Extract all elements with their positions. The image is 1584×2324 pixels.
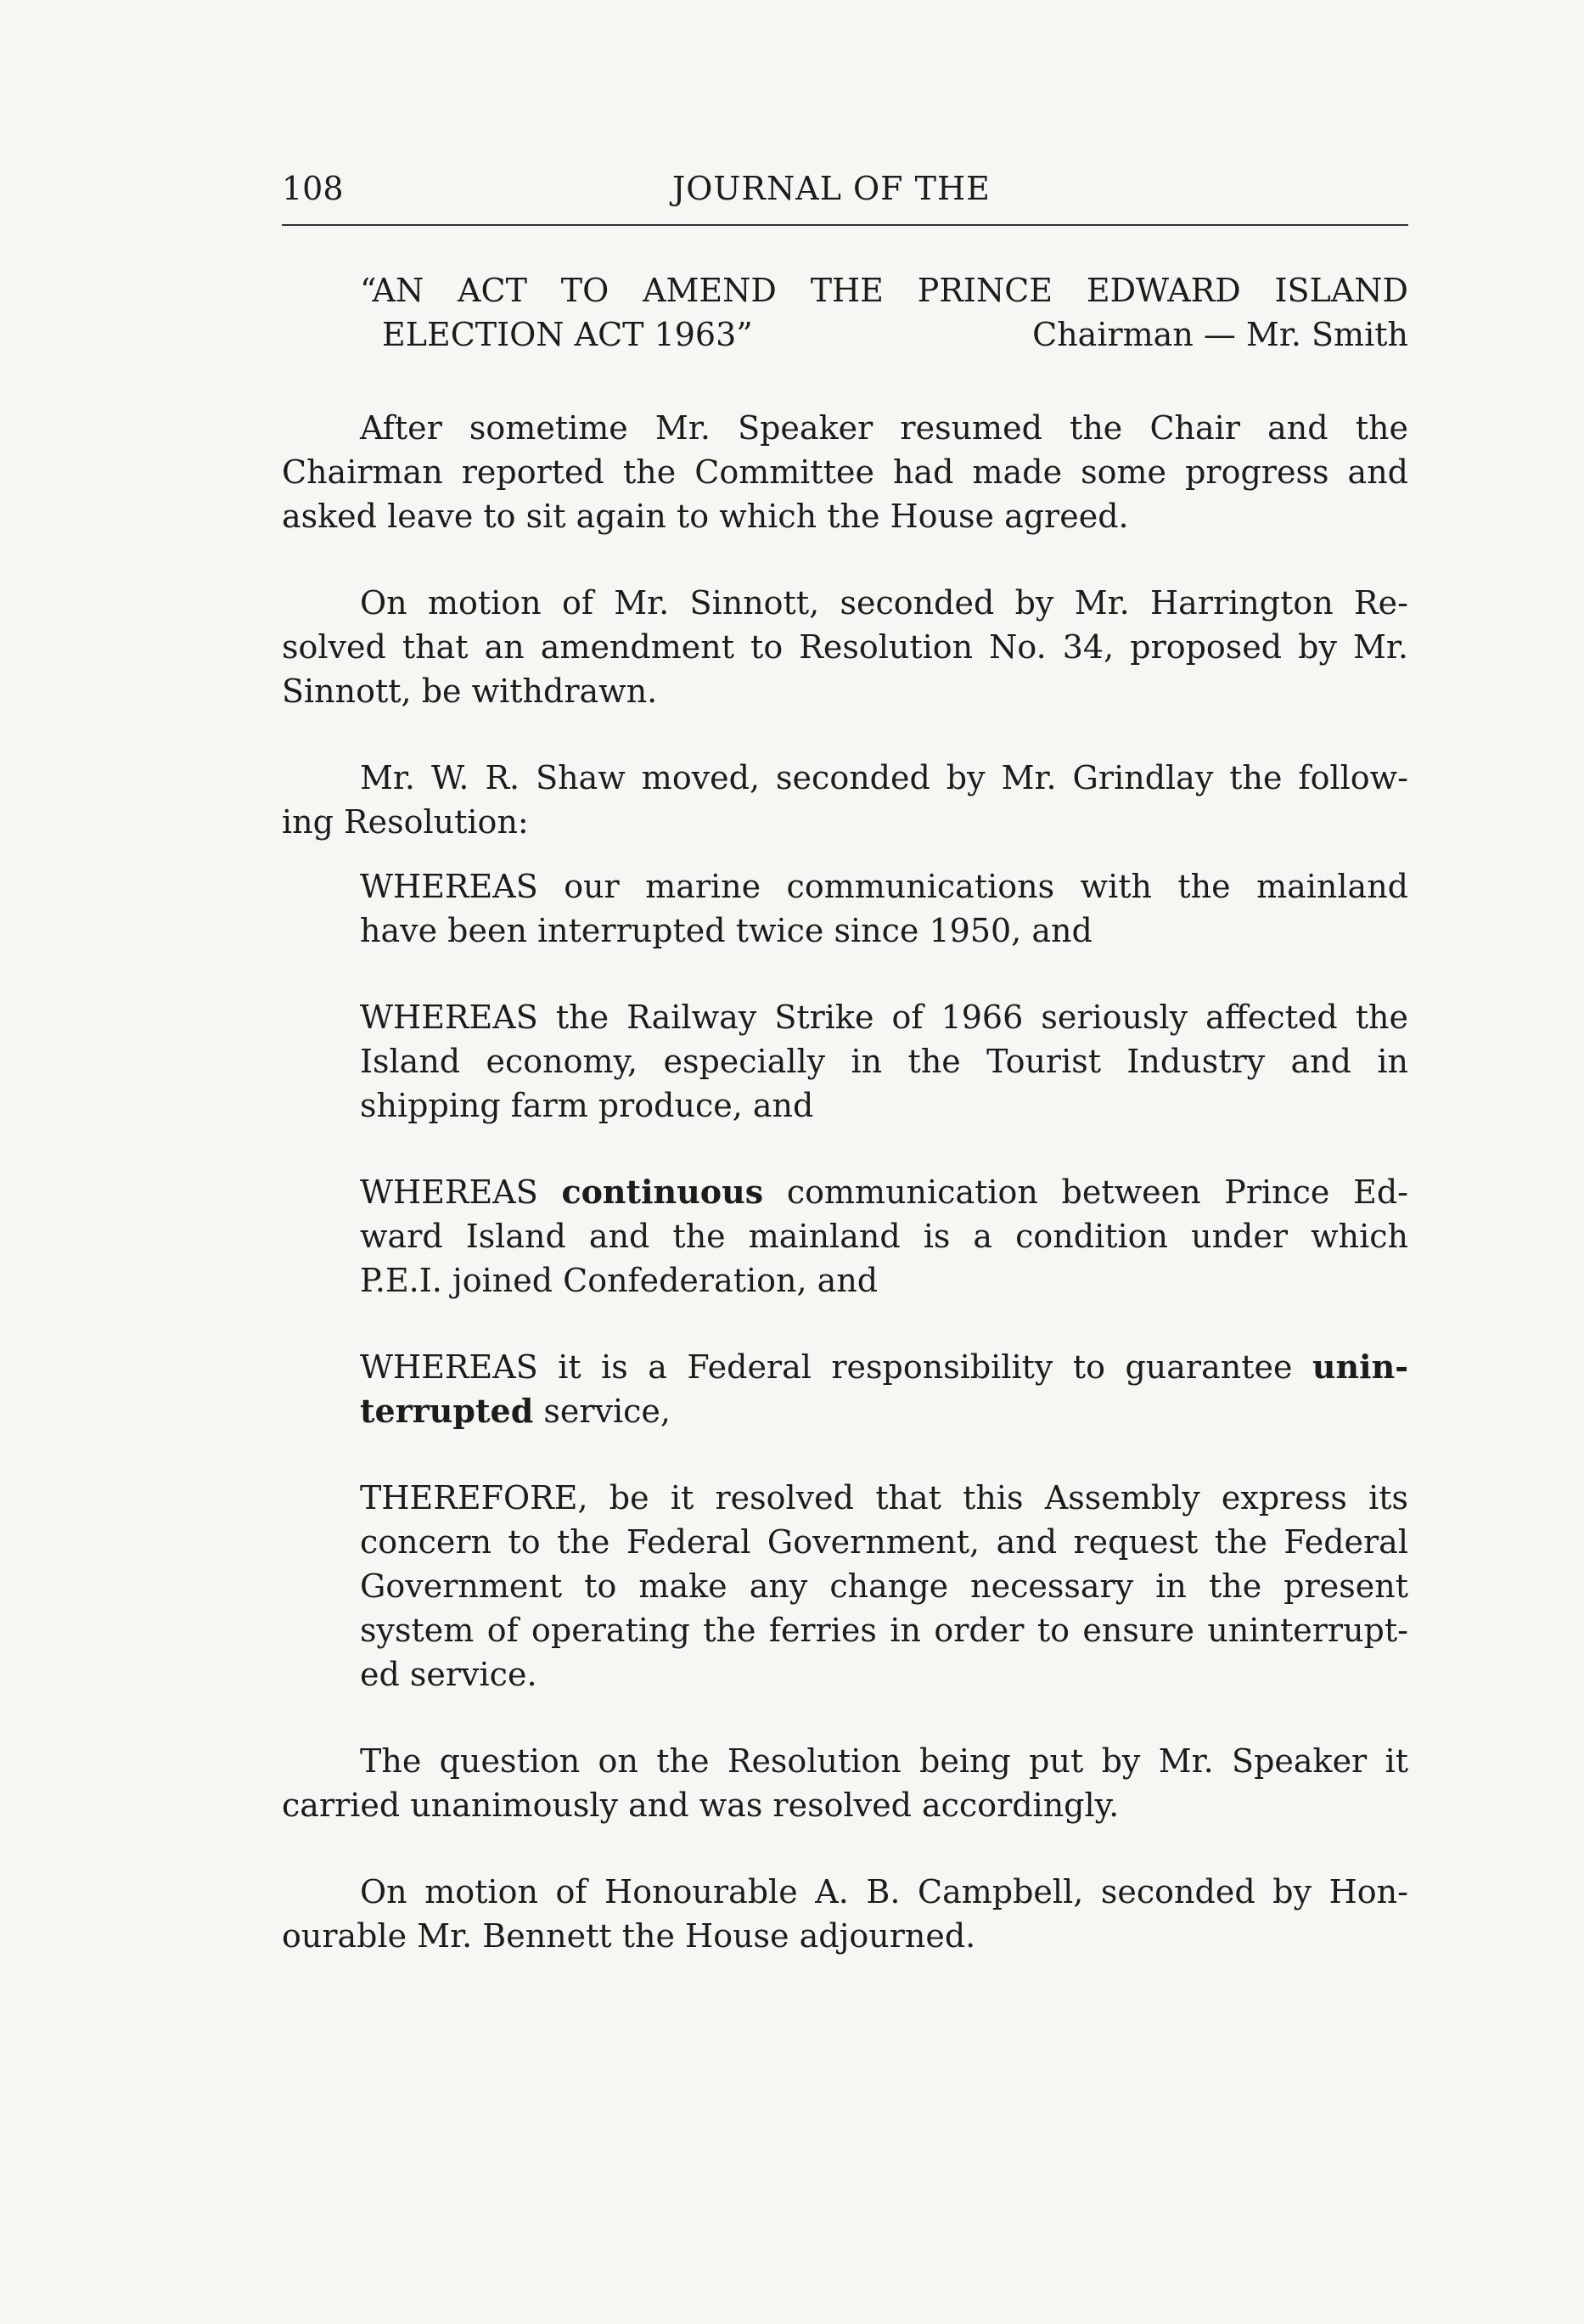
- resolution-whereas-1: [360, 864, 1408, 953]
- committee-chairman: Chairman — Mr. Smith: [1032, 316, 1408, 353]
- paragraph-line: On motion of Honourable A. B. Campbell, seconded by Hon-: [360, 1873, 1408, 1910]
- act-title-line-2: ELECTION ACT 1963”: [382, 316, 753, 353]
- journal-page: [282, 0, 1408, 2324]
- paragraph-line: carried unanimously and was resolved accordingly.: [282, 1787, 1120, 1824]
- resolution-line: [360, 1389, 1408, 1433]
- resolution-line: have been interrupted twice since 1950, and: [360, 912, 1093, 949]
- paragraph-line: solved that an amendment to Resolution No. 34, proposed by Mr.: [282, 628, 1408, 666]
- resolution-whereas-2: [360, 995, 1408, 1128]
- paragraph-line: On motion of Mr. Sinnott, seconded by Mr. Harrington Re-: [360, 584, 1408, 622]
- resolution-line: [360, 1170, 1408, 1214]
- act-title-line-1: “AN ACT TO AMEND THE PRINCE EDWARD ISLAND: [360, 272, 1408, 309]
- paragraph-line: Sinnott, be withdrawn.: [282, 672, 658, 710]
- paragraph-line: ourable Mr. Bennett the House adjourned.: [282, 1917, 976, 1955]
- resolution-whereas-3: [360, 1170, 1408, 1303]
- text-run: WHEREAS: [360, 1173, 562, 1211]
- bold-emphasis: terrupted: [360, 1392, 534, 1430]
- paragraph-line: ing Resolution:: [282, 803, 529, 841]
- paragraph-speaker-resumed: [282, 406, 1408, 538]
- resolution-therefore: [360, 1476, 1408, 1697]
- paragraph-shaw-moved: [282, 756, 1408, 844]
- paragraph-question-put: [282, 1739, 1408, 1827]
- paragraph-line: Chairman reported the Committee had made some progress and: [282, 453, 1408, 491]
- running-head: JOURNAL OF THE: [672, 170, 991, 207]
- paragraph-adjourned: [282, 1870, 1408, 1958]
- resolution-line: [360, 1345, 1408, 1389]
- text-run: WHEREAS it is a Federal responsibility to guarantee: [360, 1348, 1312, 1386]
- resolution-line: system of operating the ferries in order to ensure uninterrupt-: [360, 1612, 1408, 1649]
- resolution-whereas-4: [360, 1345, 1408, 1433]
- text-run: service,: [533, 1393, 671, 1430]
- resolution-line: THEREFORE, be it resolved that this Assembly express its: [360, 1479, 1408, 1517]
- paragraph-line: Mr. W. R. Shaw moved, seconded by Mr. Grindlay the follow-: [360, 759, 1408, 796]
- resolution-line: WHEREAS the Railway Strike of 1966 seriously affected the: [360, 999, 1408, 1036]
- resolution-line: Island economy, especially in the Tourist Industry and in: [360, 1043, 1408, 1080]
- header-rule: [282, 224, 1408, 226]
- resolution-line: WHEREAS our marine communications with the mainland: [360, 868, 1408, 905]
- paragraph-sinnott-motion: [282, 581, 1408, 713]
- bold-emphasis: continuous: [561, 1173, 764, 1211]
- text-run: communication between Prince Ed-: [763, 1173, 1408, 1211]
- resolution-line: ed service.: [360, 1656, 537, 1693]
- resolution-line: P.E.I. joined Confederation, and: [360, 1262, 879, 1299]
- bold-emphasis: unin-: [1312, 1348, 1408, 1386]
- paragraph-line: asked leave to sit again to which the House agreed.: [282, 498, 1129, 535]
- page-number: 108: [282, 170, 344, 207]
- resolution-line: ward Island and the mainland is a condition under which: [360, 1218, 1408, 1255]
- resolution-line: concern to the Federal Government, and request the Federal: [360, 1523, 1408, 1561]
- page-header: [282, 170, 1408, 217]
- resolution-line: Government to make any change necessary in the present: [360, 1567, 1408, 1605]
- paragraph-line: After sometime Mr. Speaker resumed the Chair and the: [360, 409, 1408, 447]
- resolution-line: shipping farm produce, and: [360, 1087, 814, 1124]
- paragraph-line: The question on the Resolution being put by Mr. Speaker it: [360, 1742, 1408, 1780]
